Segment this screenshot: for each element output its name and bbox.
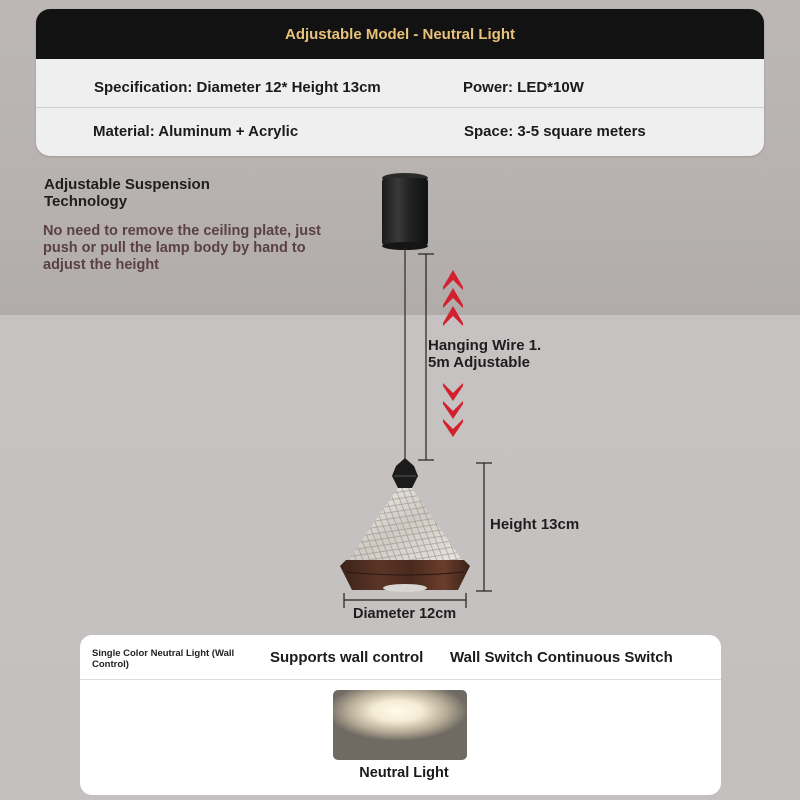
neutral-light-swatch — [333, 690, 467, 760]
diameter-label: Diameter 12cm — [353, 606, 457, 622]
spec-material: Material: Aluminum + Acrylic — [93, 123, 299, 140]
spec-title: Adjustable Model - Neutral Light — [284, 25, 515, 43]
control-card — [80, 635, 721, 795]
triple-chevron-down-icon — [443, 383, 463, 437]
height-label: Height 13cm — [490, 516, 580, 533]
spec-power: Power: LED*10W — [463, 78, 584, 96]
wall-control-label: Supports wall control — [270, 649, 424, 666]
ceiling-canopy — [382, 173, 428, 250]
wire-length-label: Hanging Wire 1. 5m Adjustable — [428, 337, 542, 371]
spec-space: Space: 3-5 square meters — [464, 123, 646, 140]
suspension-title: Adjustable Suspension Technology — [44, 176, 210, 210]
spec-specification: Specification: Diameter 12* Height 13cm — [94, 78, 381, 96]
light-color-name: Neutral Light — [359, 765, 449, 781]
control-options-row — [80, 635, 721, 680]
triple-chevron-up-icon — [443, 270, 463, 326]
switch-type-label: Wall Switch Continuous Switch — [450, 649, 673, 666]
control-mode-label: Single Color Neutral Light (Wall Control) — [92, 648, 235, 670]
suspension-description: No need to remove the ceiling plate, just push or pull the lamp body by hand to adjust the height — [43, 223, 321, 273]
pendant-lamp — [340, 458, 470, 592]
